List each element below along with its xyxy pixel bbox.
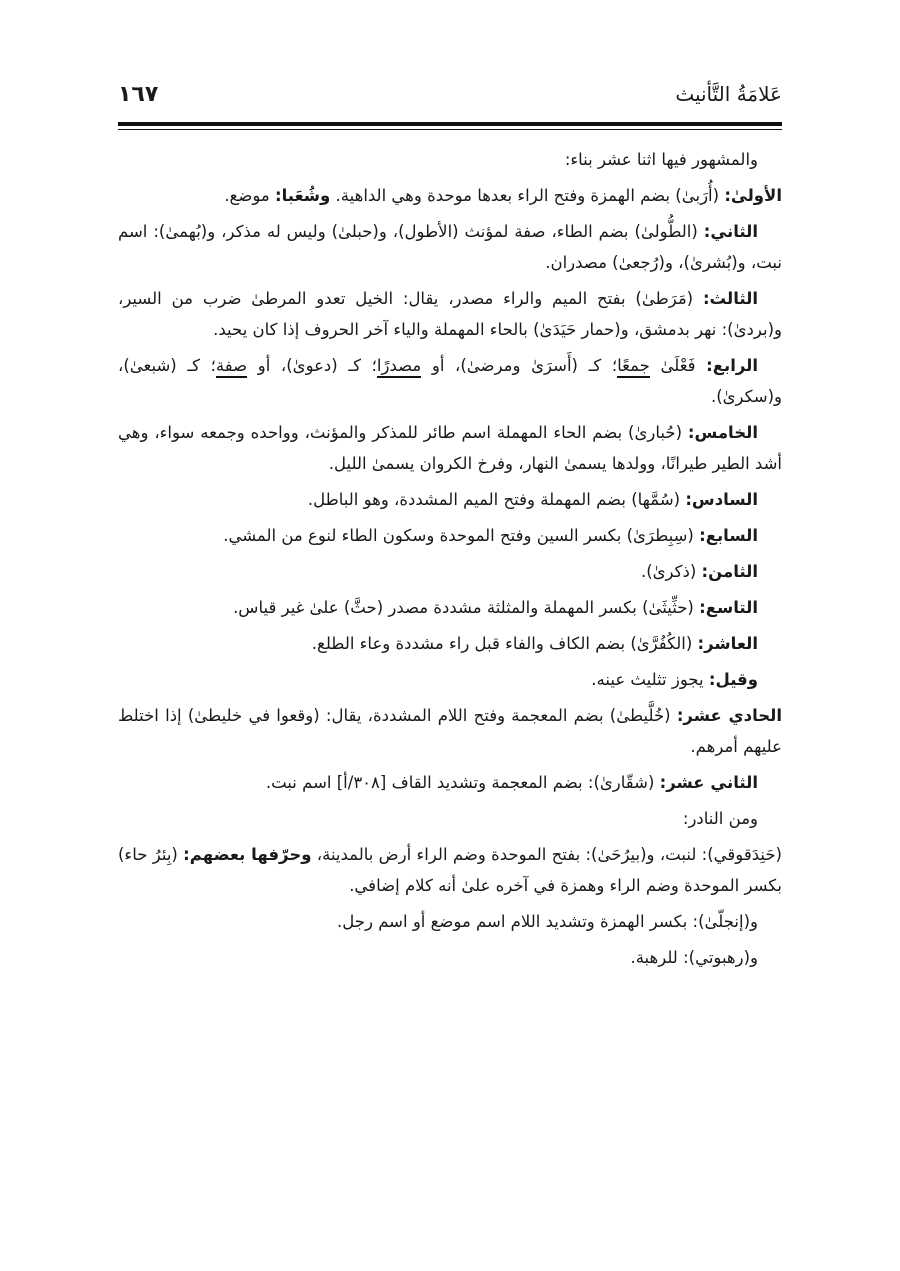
paragraph-tenth: العاشر: (الكُفُرَّىٰ) بضم الكاف والفاء قبل راء مشددة وعاء الطلع. xyxy=(311,634,758,653)
running-title: عَلامَةُ التَّأنيث xyxy=(675,82,782,106)
label-first: الأولىٰ: xyxy=(724,186,782,205)
label-ninth: التاسع: xyxy=(699,598,758,617)
paragraph-third: الثالث: (مَرَطىٰ) بفتح الميم والراء مصدر، يقال: الخيل تعدو المرطىٰ ضرب من السير، و(بردىٰ): نهر بدمشق، و(حمار حَيَدَىٰ) بالحاء المهملة والياء آخر الحروف إذا كان يحيد. xyxy=(118,289,782,339)
label-shuaba: وشُعَبا: xyxy=(274,186,331,205)
paragraph-fifth: الخامس: (حُبارىٰ) بضم الحاء المهملة اسم طائر للمذكر والمؤنث، وواحده وجمعه سواء، وهي أشد الطير طيرانًا، وولدها يسمىٰ النهار، وفرخ الكروان يسمىٰ الليل. xyxy=(118,423,782,473)
paragraph-seventh: السابع: (سِبِطرَىٰ) بكسر السين وفتح الموحدة وسكون الطاء لنوع من المشي. xyxy=(223,526,758,545)
paragraph-rare-two: و(إنجلّىٰ): بكسر الهمزة وتشديد اللام اسم موضع أو اسم رجل. xyxy=(337,912,758,931)
underlined-sifa: صفة xyxy=(216,356,247,378)
paragraph-rare-intro: ومن النادر: xyxy=(682,809,758,828)
paragraph-fourth: الرابع: فَعْلَىٰ جمعًا؛ كـ (أَسرَىٰ ومرضىٰ)، أو مصدرًا؛ كـ (دعوىٰ)، أو صفة؛ كـ (شبعىٰ)، و(سكرىٰ). xyxy=(118,356,782,406)
paragraph-sixth: السادس: (سُمَّها) بضم المهملة وفتح الميم المشددة، وهو الباطل. xyxy=(307,490,758,509)
label-seventh: السابع: xyxy=(699,526,758,545)
body-text xyxy=(118,144,782,978)
paragraph-first: الأولىٰ: (أُرَبىٰ) بضم الهمزة وفتح الراء بعدها موحدة وهي الداهية. وشُعَبا: موضع. xyxy=(224,186,782,205)
paragraph-intro: والمشهور فيها اثنا عشر بناء: xyxy=(564,150,758,169)
page-number: ١٦٧ xyxy=(118,82,159,107)
paragraph-second: الثاني: (الطُّولىٰ) بضم الطاء، صفة لمؤنث (الأطول)، و(حبلىٰ) وليس له مذكر، و(بُهمىٰ): اسم نبت، و(بُشرىٰ)، و(رُجعىٰ) مصدران. xyxy=(118,222,782,272)
label-qila: وقيل: xyxy=(708,670,758,689)
label-second: الثاني: xyxy=(703,222,758,241)
header-rule-thick xyxy=(118,122,782,126)
underlined-masdar: مصدرًا xyxy=(377,356,421,378)
label-third: الثالث: xyxy=(702,289,758,308)
paragraph-ninth: التاسع: (حثِّيثَىٰ) بكسر المهملة والمثلثة مشددة مصدر (حثَّ) علىٰ غير قياس. xyxy=(233,598,758,617)
paragraph-rare-three: و(رهبوتي): للرهبة. xyxy=(630,948,758,967)
label-eleventh: الحادي عشر: xyxy=(676,706,783,725)
header-rule-thin xyxy=(118,129,782,130)
page-header xyxy=(118,82,782,118)
label-fourth: الرابع: xyxy=(706,356,758,375)
paragraph-eighth: الثامن: (ذكرىٰ). xyxy=(640,562,758,581)
paragraph-twelfth: الثاني عشر: (شقّارىٰ): بضم المعجمة وتشديد القاف [٣٠٨/أ] اسم نبت. xyxy=(265,773,758,792)
label-fifth: الخامس: xyxy=(687,423,758,442)
label-sixth: السادس: xyxy=(685,490,758,509)
label-tenth: العاشر: xyxy=(697,634,758,653)
paragraph-qila: وقيل: يجوز تثليث عينه. xyxy=(591,670,758,689)
paragraph-rare-one: (حَنِدَقوقي): لنبت، و(بيرُحَىٰ): بفتح الموحدة وضم الراء أرض بالمدينة، وحرّفها بعضهم: (بِئرُ حاء) بكسر الموحدة وضم الراء وهمزة في آخره علىٰ أنه كلام إضافي. xyxy=(118,845,782,895)
paragraph-eleventh: الحادي عشر: (خُلَّيطىٰ) بضم المعجمة وفتح اللام المشددة، يقال: (وقعوا في خليطىٰ) إذا اختلط عليهم أمرهم. xyxy=(118,706,783,756)
underlined-jamAn: جمعًا xyxy=(617,356,650,378)
label-twelfth: الثاني عشر: xyxy=(659,773,758,792)
label-harrafaha: وحرّفها بعضهم: xyxy=(183,845,312,864)
label-eighth: الثامن: xyxy=(701,562,758,581)
